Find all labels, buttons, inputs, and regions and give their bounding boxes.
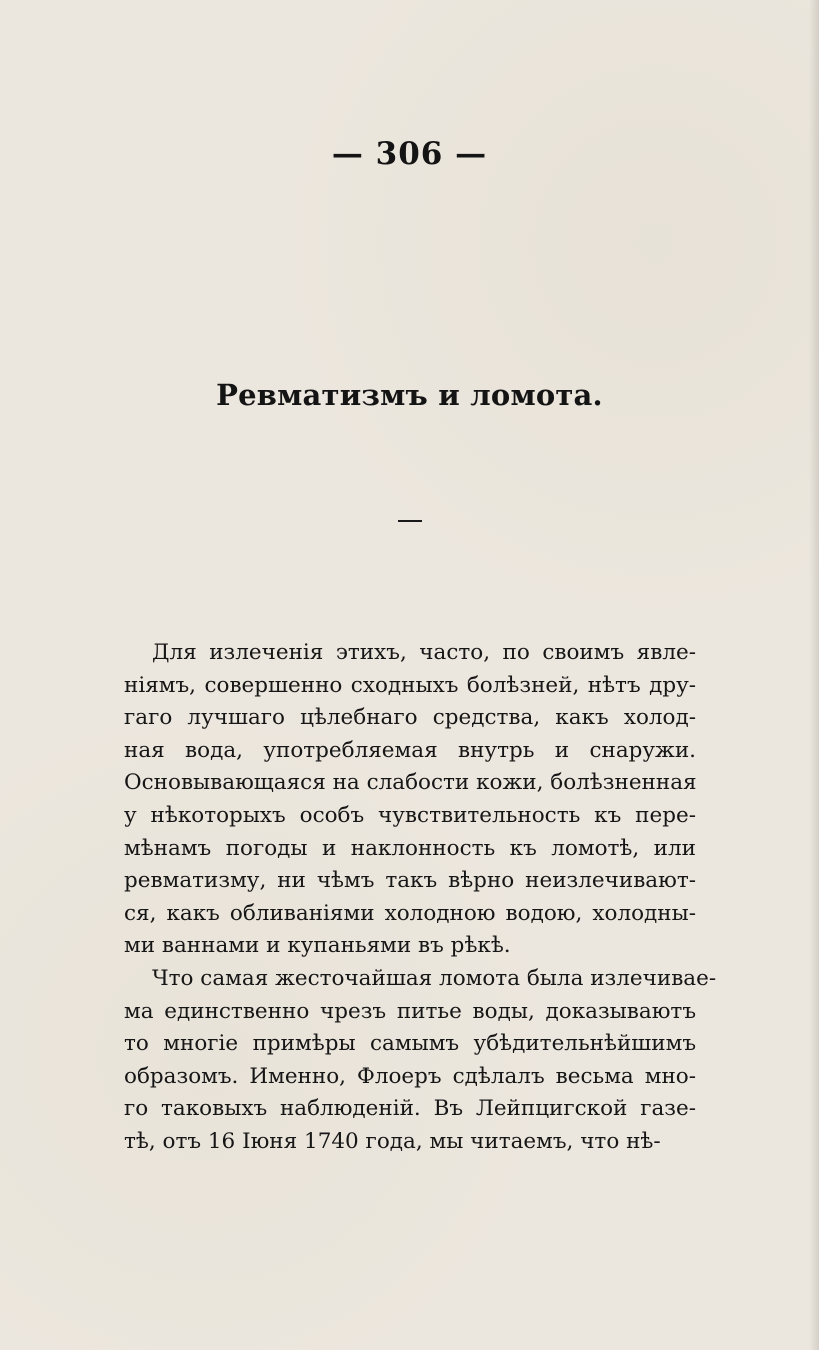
page-edge-shadow	[809, 0, 819, 1350]
text-line: образомъ. Именно, Флоеръ сдѣлалъ весьма мно-	[124, 1063, 696, 1089]
text-line: ревматизму, ни чѣмъ такъ вѣрно неизлечивают-	[124, 868, 696, 894]
text-line: мѣнамъ погоды и наклонность къ ломотѣ, или	[124, 835, 696, 861]
text-line: ная вода, употребляемая внутрь и снаружи.	[124, 737, 696, 763]
text-line: ся, какъ обливаніями холодною водою, холодны-	[124, 900, 696, 926]
text-line: го таковыхъ наблюденій. Въ Лейпцигской газе-	[124, 1096, 696, 1122]
text-line: Для излеченія этихъ, часто, по своимъ явле-	[152, 640, 696, 665]
text-line: ма единственно чрезъ питье воды, доказываютъ	[124, 998, 696, 1024]
text-line: Основывающаяся на слабости кожи, болѣзненная	[124, 770, 697, 796]
paragraph-1	[124, 637, 696, 963]
text-line: ніямъ, совершенно сходныхъ болѣзней, нѣтъ дру-	[124, 672, 696, 698]
chapter-title: Ревматизмъ и ломота.	[216, 378, 603, 412]
text-line: то многіе примѣры самымъ убѣдительнѣйшимъ	[124, 1031, 696, 1057]
text-line: Что самая жесточайшая ломота была излечивае-	[152, 965, 717, 991]
title-separator	[398, 520, 422, 522]
text-line: гаго лучшаго цѣлебнаго средства, какъ холод-	[124, 705, 696, 731]
body-text	[124, 637, 717, 1159]
text-line: тѣ, отъ 16 Іюня 1740 года, мы читаемъ, что нѣ-	[124, 1128, 661, 1154]
text-line: ми ваннами и купаньями въ рѣкѣ.	[124, 933, 511, 959]
text-line: у нѣкоторыхъ особъ чувствительность къ пере-	[124, 802, 696, 828]
paragraph-2	[124, 963, 717, 1159]
page-number: — 306 —	[331, 136, 488, 172]
